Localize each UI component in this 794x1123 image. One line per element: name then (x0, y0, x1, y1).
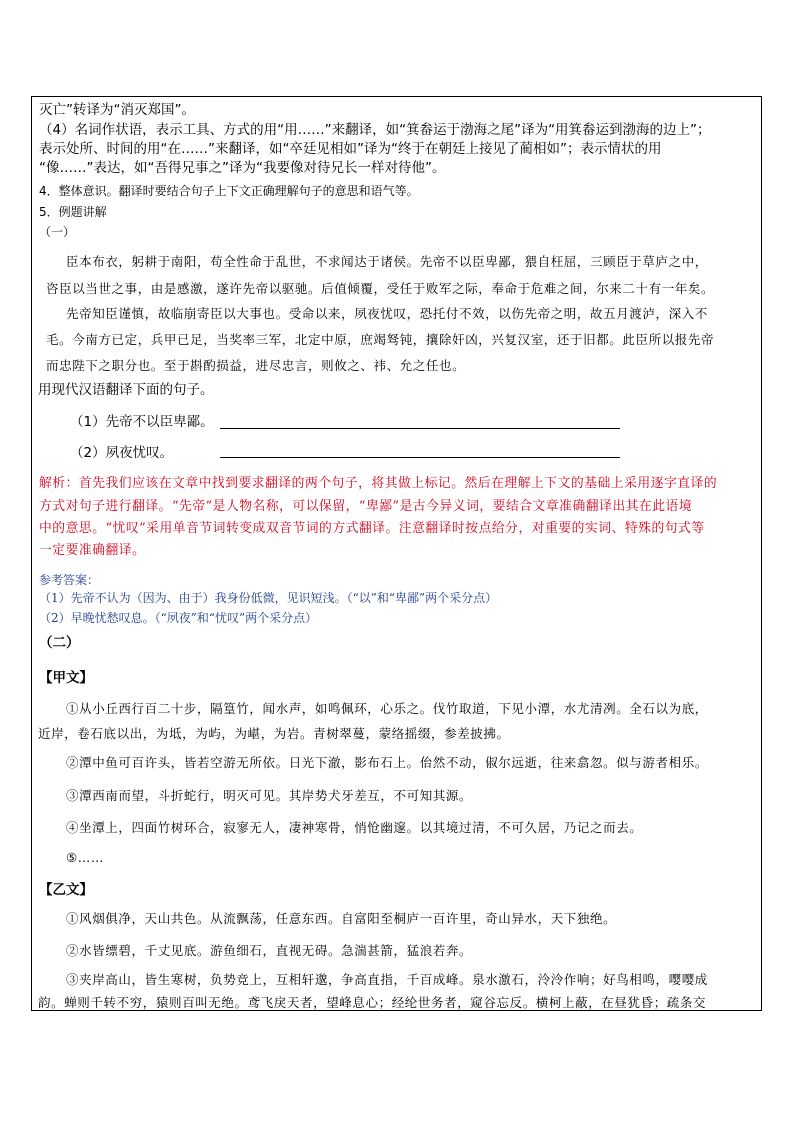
passage-line: ③夹岸高山，皆生寒树，负势竞上，互相轩邈，争高直指，千百成峰。泉水激石，泠泠作响；好鸟相鸣，嘤嘤成 (66, 972, 708, 987)
section-one-title: （一） (39, 225, 76, 239)
question-item: （1）先帝不以臣卑鄙。 (70, 414, 214, 430)
analysis-line: 方式对句子进行翻译。“先帝”是人物名称，可以保留，“卑鄙”是古今异义词，要结合文章准确翻译出其在此语境 (39, 499, 693, 514)
section-two-title: （二） (39, 635, 80, 651)
text-line: 5．例题讲解 (39, 205, 107, 219)
passage-line: 毛。今南方已定，兵甲已足，当奖率三军，北定中原，庶竭驽钝，攘除奸凶，兴复汉室，还于旧都。此臣所以报先帝 (46, 332, 715, 347)
jia-title: 【甲文】 (39, 670, 93, 686)
analysis-line: 中的意思。“忧叹”采用单音节词转变成双音节词的方式翻译。注意翻译时按点给分，对重要的实词、特殊的句式等 (39, 521, 705, 536)
analysis-line: 解析：首先我们应该在文章中找到要求翻译的两个句子，将其做上标记。然后在理解上下文的基础上采用逐字直译的 (39, 476, 718, 491)
text-line: “像……”表达，如“吾得兄事之”译为“我要像对待兄长一样对待他”。 (39, 160, 446, 176)
question-item: （2）夙夜忧叹。 (70, 445, 174, 461)
text-line: 灭亡”转译为“消灭郑国”。 (39, 102, 195, 118)
passage-line: ②潭中鱼可百许头，皆若空游无所依。日光下澈，影布石上。佁然不动，俶尔远逝，往来翕忽。似与游者相乐。 (66, 755, 708, 770)
passage-line: 近岸，卷石底以出，为坻，为屿，为嵁，为岩。青树翠蔓，蒙络摇缀，参差披拂。 (38, 726, 510, 741)
text-line: 表示处所、时间的用“在……”来翻译，如“卒廷见相如”译为“终于在朝廷上接见了蔺相如”；表示情状的用 (39, 141, 662, 157)
answer-line: （1）先帝不认为（因为、由于）我身份低微，见识短浅。（“以”和“卑鄙”两个采分点） (39, 591, 498, 605)
analysis-line: 一定要准确翻译。 (39, 543, 146, 558)
answer-blank (220, 457, 620, 458)
passage-line: ①风烟俱净，天山共色。从流飘荡，任意东西。自富阳至桐庐一百许里，奇山异水，天下独绝。 (66, 911, 617, 926)
content-frame (31, 96, 762, 1011)
text-line: 4．整体意识。翻译时要结合句子上下文正确理解句子的意思和语气等。 (39, 184, 419, 198)
answer-title: 参考答案： (39, 573, 100, 587)
answer-line: （2）早晚忧愁叹息。（“夙夜”和“忧叹”两个采分点） (39, 611, 318, 625)
passage-line: ④坐潭上，四面竹树环合，寂寥无人，凄神寒骨，悄怆幽邃。以其境过清，不可久居，乃记之而去。 (66, 820, 643, 835)
passage-line: ①从小丘西行百二十步，隔篁竹，闻水声，如鸣佩环，心乐之。伐竹取道，下见小潭，水尤清冽。全石以为底， (66, 701, 708, 716)
passage-line: 韵。蝉则千转不穷，猿则百叫无绝。鸢飞戾天者，望峰息心；经纶世务者，窥谷忘反。横柯上蔽，在昼犹昏；疏条交 (38, 995, 707, 1010)
passage-line: 咨臣以当世之事，由是感激，遂许先帝以驱驰。后值倾覆，受任于败军之际，奉命于危难之间，尔来二十有一年矣。 (46, 281, 715, 296)
yi-title: 【乙文】 (39, 882, 93, 898)
passage-line: 臣本布衣，躬耕于南阳，苟全性命于乱世，不求闻达于诸侯。先帝不以臣卑鄙，猥自枉屈，三顾臣于草庐之中， (66, 254, 708, 269)
answer-blank (220, 428, 620, 429)
text-line: （4）名词作状语，表示工具、方式的用“用……”来翻译，如“箕畚运于渤海之尾”译为“用箕畚运到渤海的边上”； (39, 122, 711, 138)
passage-line: 而忠陛下之职分也。至于斟酌损益，进尽忠言，则攸之、祎、允之任也。 (46, 358, 466, 373)
passage-line: ③潭西南而望，斗折蛇行，明灭可见。其岸势犬牙差互，不可知其源。 (66, 788, 473, 803)
passage-line: ②水皆缥碧，千丈见底。游鱼细石，直视无碍。急湍甚箭，猛浪若奔。 (66, 943, 473, 958)
passage-line: ⑤…… (66, 850, 105, 865)
passage-line: 先帝知臣谨慎，故临崩寄臣以大事也。受命以来，夙夜忧叹，恐托付不效，以伤先帝之明，故五月渡泸，深入不 (66, 306, 708, 321)
question-prompt: 用现代汉语翻译下面的句子。 (38, 382, 214, 398)
